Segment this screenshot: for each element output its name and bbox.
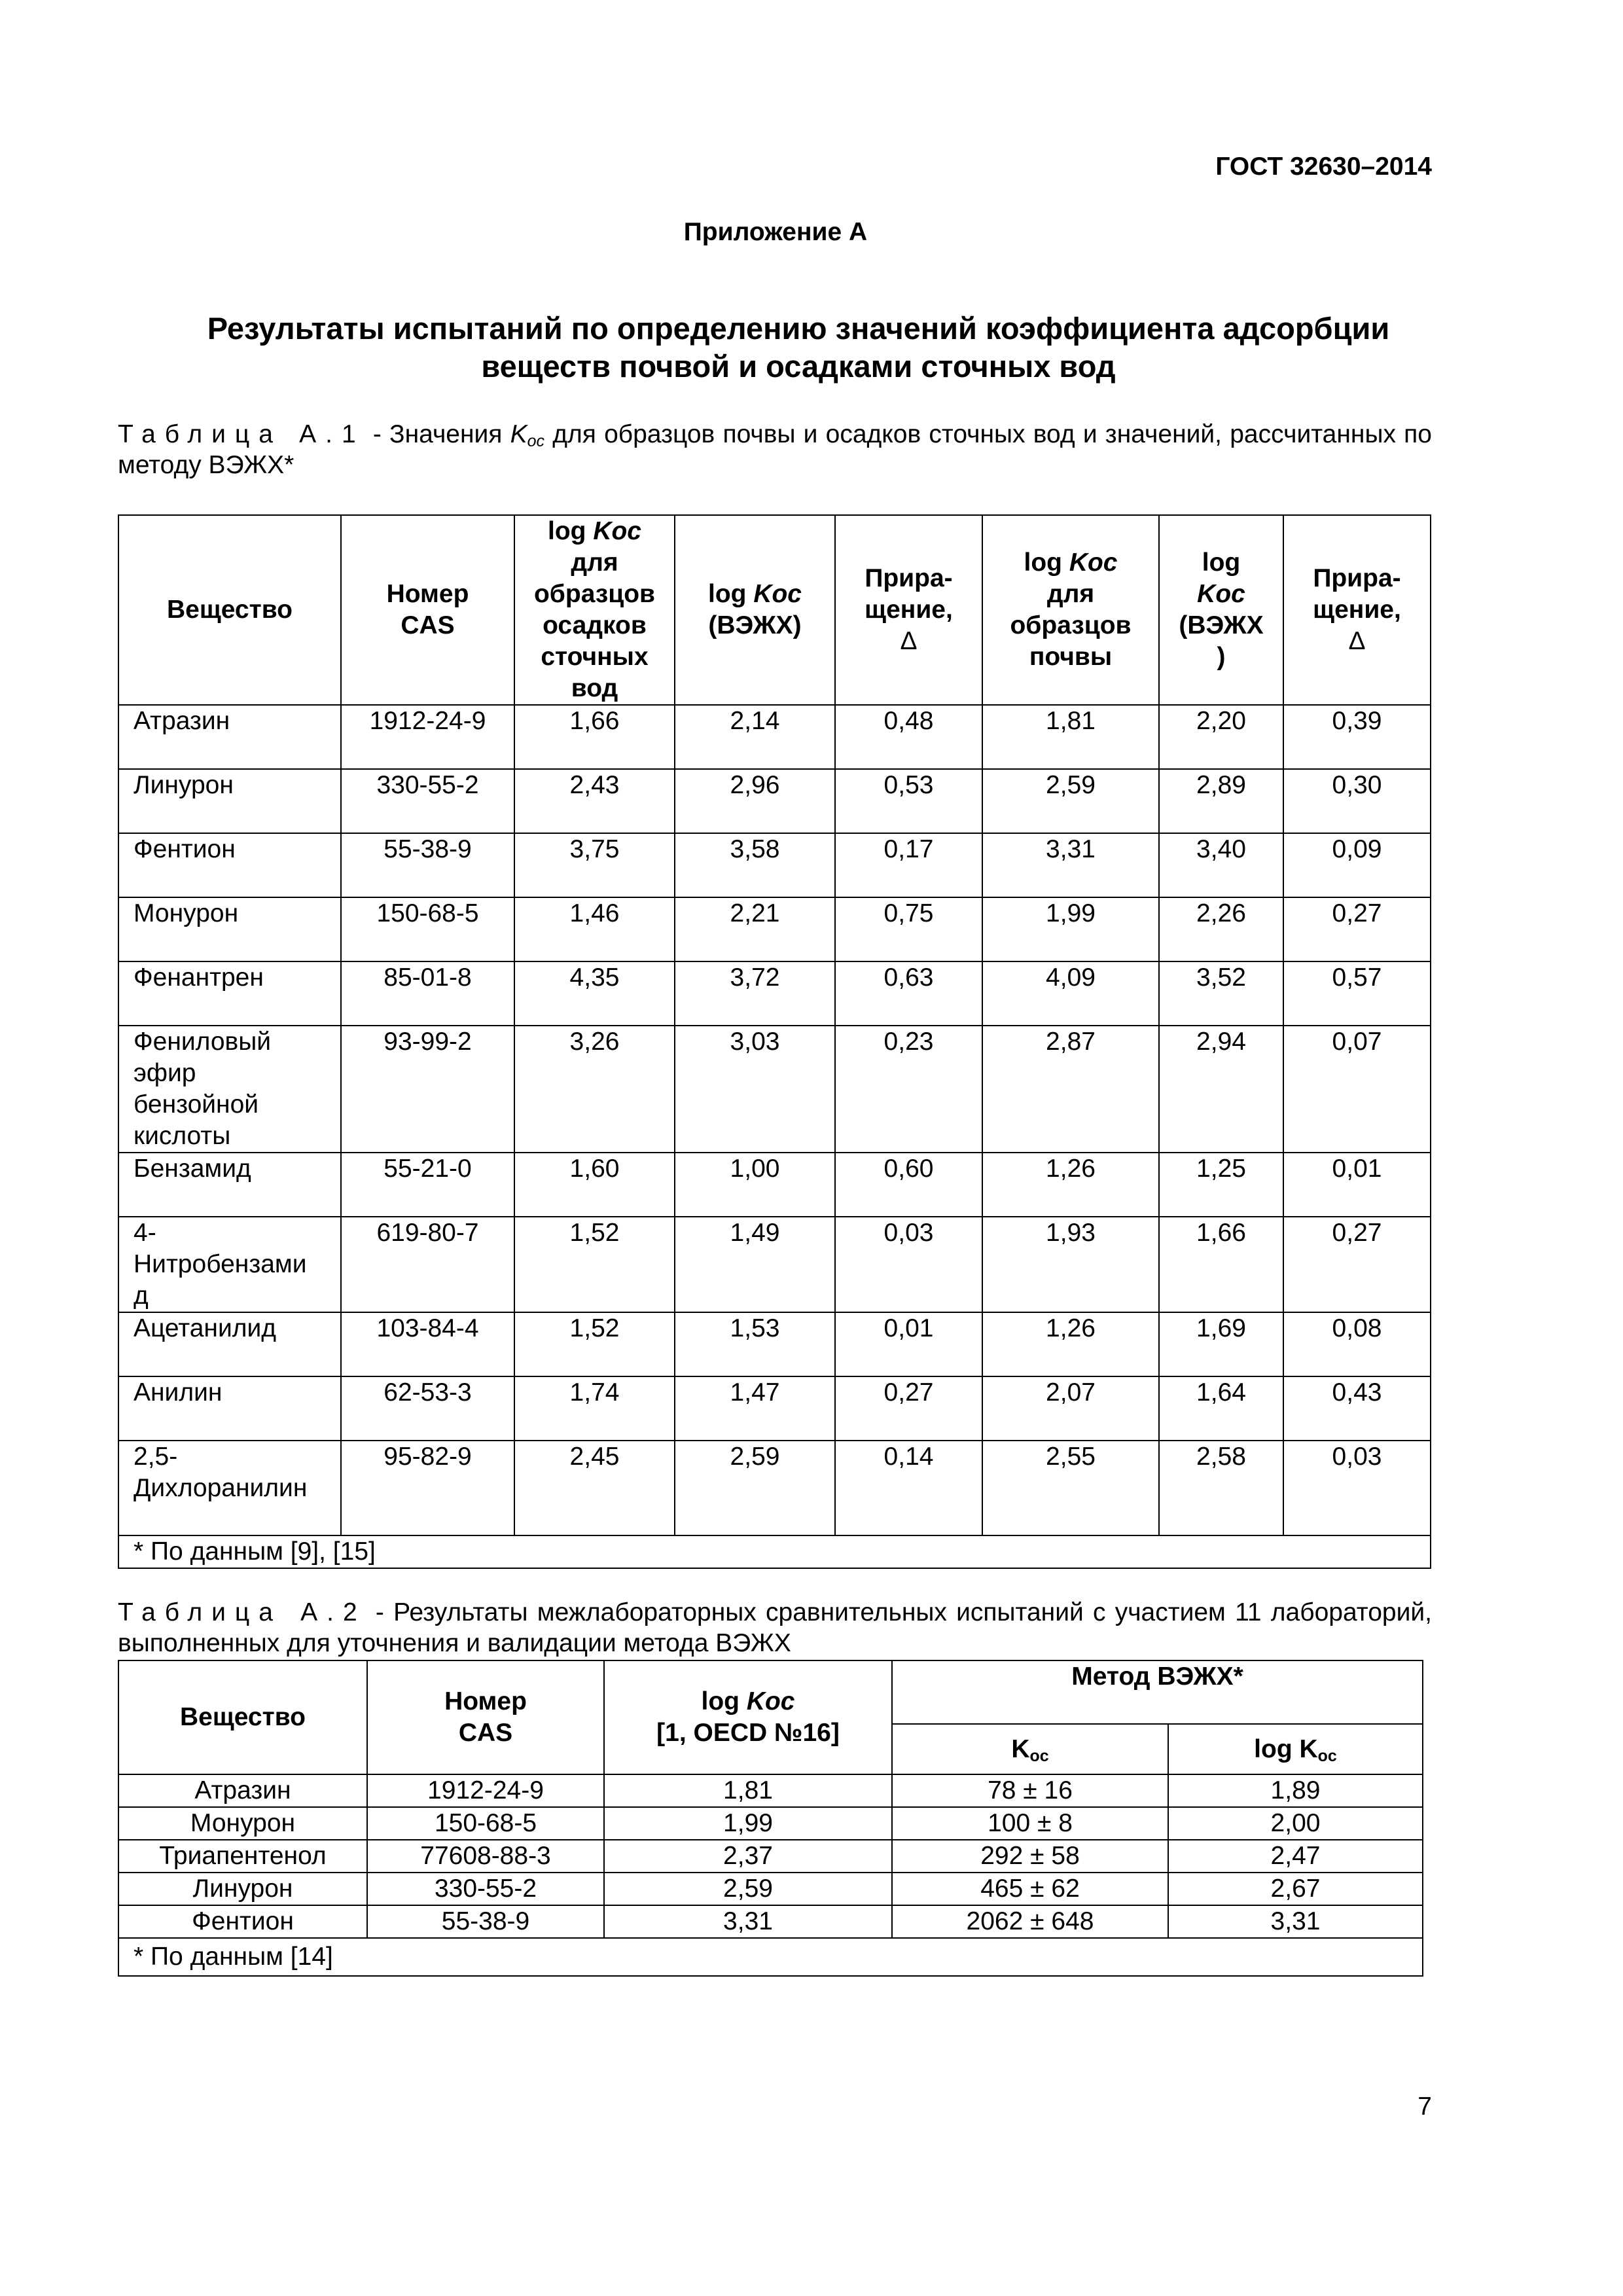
logkoc-hplc-2: 1,25 (1159, 1153, 1283, 1217)
page-number: 7 (1418, 2092, 1432, 2121)
koc-value: 2062 ± 648 (892, 1905, 1168, 1938)
logkoc-hplc-2: 2,89 (1159, 769, 1283, 833)
page-title (118, 310, 1479, 386)
logkoc-hplc: 1,00 (675, 1153, 835, 1217)
table-row (118, 961, 1431, 1026)
t1-header-increment-2: Прира- щение, Δ (1283, 515, 1431, 705)
t2-header-substance: Вещество (118, 1660, 367, 1774)
cas-number: 55-38-9 (367, 1905, 604, 1938)
increment: 0,23 (835, 1026, 982, 1153)
t2-header-method: Метод ВЭЖХ* (892, 1660, 1423, 1724)
koc-value: 78 ± 16 (892, 1774, 1168, 1807)
increment: 0,63 (835, 961, 982, 1026)
logkoc-oecd: 1,81 (604, 1774, 892, 1807)
substance-name: Фентион (118, 1905, 367, 1938)
log-koc-hplc: 3,31 (1168, 1905, 1423, 1938)
t2-header-logkoc: log Koc [1, OECD №16] (604, 1660, 892, 1774)
logkoc-sludge: 4,35 (514, 961, 675, 1026)
logkoc-soil: 1,93 (982, 1217, 1159, 1312)
log-koc-hplc: 1,89 (1168, 1774, 1423, 1807)
t1-header-logkoc-hplc: log Koc (ВЭЖХ) (675, 515, 835, 705)
table-row (118, 1840, 1423, 1873)
table-row (118, 1905, 1423, 1938)
table-row (118, 1217, 1431, 1312)
logkoc-hplc: 2,14 (675, 705, 835, 769)
cas-number: 150-68-5 (367, 1807, 604, 1840)
substance-name: Анилин (118, 1376, 341, 1441)
substance-name: Атразин (118, 705, 341, 769)
cas-number: 93-99-2 (341, 1026, 514, 1153)
logkoc-sludge: 1,46 (514, 897, 675, 961)
t1-header-logkoc-sludge: log Koc для образцов осадков сточных вод (514, 515, 675, 705)
cas-number: 55-21-0 (341, 1153, 514, 1217)
table-row (118, 1026, 1431, 1153)
logkoc-hplc: 1,53 (675, 1312, 835, 1376)
logkoc-hplc-2: 2,94 (1159, 1026, 1283, 1153)
logkoc-hplc-2: 3,40 (1159, 833, 1283, 897)
logkoc-sludge: 3,75 (514, 833, 675, 897)
t2-header-cas: Номер CAS (367, 1660, 604, 1774)
table-row (118, 833, 1431, 897)
substance-name: Ацетанилид (118, 1312, 341, 1376)
logkoc-hplc: 3,58 (675, 833, 835, 897)
table-row (118, 897, 1431, 961)
substance-name: Фентион (118, 833, 341, 897)
increment: 0,60 (835, 1153, 982, 1217)
table1-caption (118, 419, 1432, 480)
koc-value: 292 ± 58 (892, 1840, 1168, 1873)
table-row (118, 1153, 1431, 1217)
t2-header-koc: $K_{oc}$ (892, 1724, 1168, 1774)
increment: 0,17 (835, 833, 982, 897)
increment-2: 0,30 (1283, 769, 1431, 833)
increment: 0,48 (835, 705, 982, 769)
table-row (118, 705, 1431, 769)
table1-caption-after: для образцов почвы и осадков сточных вод и значений, рассчитанных по методу ВЭЖХ* (118, 420, 1432, 479)
substance-name: Линурон (118, 1873, 367, 1905)
log-koc-hplc: 2,47 (1168, 1840, 1423, 1873)
substance-name: Линурон (118, 769, 341, 833)
logkoc-hplc-2: 2,58 (1159, 1441, 1283, 1535)
logkoc-sludge: 1,52 (514, 1312, 675, 1376)
logkoc-oecd: 2,37 (604, 1840, 892, 1873)
koc-value: 465 ± 62 (892, 1873, 1168, 1905)
logkoc-hplc-2: 3,52 (1159, 961, 1283, 1026)
logkoc-hplc-2: 2,26 (1159, 897, 1283, 961)
logkoc-oecd: 2,59 (604, 1873, 892, 1905)
t1-header-logkoc-hplc-2: log Koc (ВЭЖХ ) (1159, 515, 1283, 705)
substance-name: Монурон (118, 897, 341, 961)
logkoc-hplc: 1,49 (675, 1217, 835, 1312)
cas-number: 95-82-9 (341, 1441, 514, 1535)
table1-caption-k: K (510, 420, 527, 448)
substance-name: Триапентенол (118, 1840, 367, 1873)
logkoc-hplc-2: 1,64 (1159, 1376, 1283, 1441)
cas-number: 77608-88-3 (367, 1840, 604, 1873)
logkoc-hplc: 3,03 (675, 1026, 835, 1153)
increment: 0,75 (835, 897, 982, 961)
cas-number: 619-80-7 (341, 1217, 514, 1312)
koc-value: 100 ± 8 (892, 1807, 1168, 1840)
appendix-label: Приложение А (683, 218, 868, 246)
increment-2: 0,03 (1283, 1441, 1431, 1535)
logkoc-soil: 1,26 (982, 1153, 1159, 1217)
logkoc-sludge: 1,60 (514, 1153, 675, 1217)
cas-number: 62-53-3 (341, 1376, 514, 1441)
logkoc-soil: 2,07 (982, 1376, 1159, 1441)
logkoc-hplc: 2,59 (675, 1441, 835, 1535)
table-a2-footnote-row (118, 1938, 1423, 1976)
t2-header-log-koc: $\log K_{oc}$ (1168, 1724, 1423, 1774)
logkoc-soil: 3,31 (982, 833, 1159, 897)
logkoc-sludge: 3,26 (514, 1026, 675, 1153)
increment: 0,27 (835, 1376, 982, 1441)
logkoc-hplc: 3,72 (675, 961, 835, 1026)
increment: 0,14 (835, 1441, 982, 1535)
document-code: ГОСТ 32630–2014 (1215, 152, 1432, 181)
table-a2-footnote: * По данным [14] (118, 1938, 1423, 1976)
t1-header-increment-1: Прира- щение, Δ (835, 515, 982, 705)
table-row (118, 1376, 1431, 1441)
table-row (118, 1441, 1431, 1535)
increment-2: 0,01 (1283, 1153, 1431, 1217)
logkoc-oecd: 1,99 (604, 1807, 892, 1840)
logkoc-soil: 1,26 (982, 1312, 1159, 1376)
table1-caption-k-sub: oc (527, 432, 545, 450)
logkoc-oecd: 3,31 (604, 1905, 892, 1938)
table2-caption-label: Таблица А.2 (118, 1598, 366, 1626)
cas-number: 55-38-9 (341, 833, 514, 897)
substance-name: 2,5- Дихлоранилин (118, 1441, 341, 1535)
logkoc-sludge: 1,66 (514, 705, 675, 769)
table1-caption-before: - Значения (372, 420, 503, 448)
logkoc-sludge: 1,74 (514, 1376, 675, 1441)
increment: 0,03 (835, 1217, 982, 1312)
logkoc-soil: 4,09 (982, 961, 1159, 1026)
table2-caption-text: - Результаты межлабораторных сравнительных испытаний с участием 11 лабораторий, выполненных для уточнения и валидации метода ВЭЖХ (118, 1598, 1433, 1657)
increment-2: 0,07 (1283, 1026, 1431, 1153)
table-row (118, 1774, 1423, 1807)
log-koc-hplc: 2,67 (1168, 1873, 1423, 1905)
logkoc-hplc-2: 1,69 (1159, 1312, 1283, 1376)
logkoc-soil: 1,81 (982, 705, 1159, 769)
logkoc-sludge: 1,52 (514, 1217, 675, 1312)
log-koc-hplc: 2,00 (1168, 1807, 1423, 1840)
t1-header-cas: Номер CAS (341, 515, 514, 705)
table-row (118, 1873, 1423, 1905)
increment-2: 0,09 (1283, 833, 1431, 897)
substance-name: Атразин (118, 1774, 367, 1807)
substance-name: Фениловый эфир бензойной кислоты (118, 1026, 341, 1153)
logkoc-hplc: 2,21 (675, 897, 835, 961)
increment: 0,01 (835, 1312, 982, 1376)
table-row (118, 1807, 1423, 1840)
logkoc-soil: 2,59 (982, 769, 1159, 833)
cas-number: 330-55-2 (367, 1873, 604, 1905)
increment-2: 0,27 (1283, 897, 1431, 961)
logkoc-hplc-2: 1,66 (1159, 1217, 1283, 1312)
logkoc-soil: 2,55 (982, 1441, 1159, 1535)
table1-caption-label: Таблица А.1 (118, 420, 365, 448)
substance-name: Бензамид (118, 1153, 341, 1217)
logkoc-hplc: 1,47 (675, 1376, 835, 1441)
cas-number: 1912-24-9 (367, 1774, 604, 1807)
increment-2: 0,43 (1283, 1376, 1431, 1441)
logkoc-hplc: 2,96 (675, 769, 835, 833)
table-row (118, 1312, 1431, 1376)
logkoc-hplc-2: 2,20 (1159, 705, 1283, 769)
table-a2-header-row-1 (118, 1660, 1423, 1724)
substance-name: 4- Нитробензами д (118, 1217, 341, 1312)
t1-header-logkoc-soil: log Koc для образцов почвы (982, 515, 1159, 705)
table-a2 (118, 1660, 1423, 1977)
table-a1-footnote-row (118, 1535, 1431, 1568)
table-a1-header-row (118, 515, 1431, 705)
cas-number: 330-55-2 (341, 769, 514, 833)
logkoc-soil: 1,99 (982, 897, 1159, 961)
increment-2: 0,57 (1283, 961, 1431, 1026)
cas-number: 1912-24-9 (341, 705, 514, 769)
cas-number: 150-68-5 (341, 897, 514, 961)
increment: 0,53 (835, 769, 982, 833)
cas-number: 103-84-4 (341, 1312, 514, 1376)
increment-2: 0,27 (1283, 1217, 1431, 1312)
table-a1-footnote: * По данным [9], [15] (118, 1535, 1431, 1568)
substance-name: Фенантрен (118, 961, 341, 1026)
substance-name: Монурон (118, 1807, 367, 1840)
table-row (118, 769, 1431, 833)
title-line-2: веществ почвой и осадками сточных вод (481, 349, 1116, 384)
increment-2: 0,39 (1283, 705, 1431, 769)
logkoc-sludge: 2,45 (514, 1441, 675, 1535)
title-line-1: Результаты испытаний по определению значений коэффициента адсорбции (207, 311, 1390, 346)
table-a1 (118, 514, 1431, 1569)
logkoc-soil: 2,87 (982, 1026, 1159, 1153)
table2-caption (118, 1597, 1432, 1659)
cas-number: 85-01-8 (341, 961, 514, 1026)
t1-header-substance: Вещество (118, 515, 341, 705)
increment-2: 0,08 (1283, 1312, 1431, 1376)
logkoc-sludge: 2,43 (514, 769, 675, 833)
